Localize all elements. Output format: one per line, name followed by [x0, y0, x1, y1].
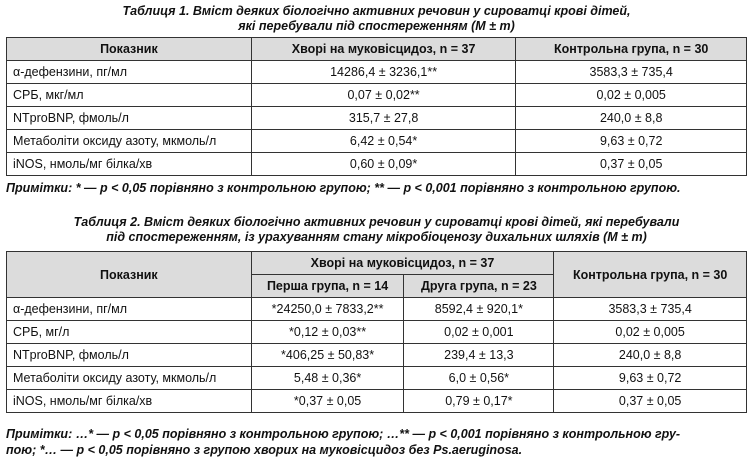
table1-cell: 6,42 ± 0,54*	[251, 130, 516, 153]
table-row	[7, 298, 747, 321]
table-row	[7, 344, 747, 367]
table2-caption	[0, 215, 753, 245]
table1-header-patients: Хворі на муковісцидоз, n = 37	[251, 38, 516, 61]
table1-caption-line1: Таблиця 1. Вміст деяких біологічно активних речовин у сироватці крові дітей,	[122, 4, 631, 18]
table1-cell: NTproBNP, фмоль/л	[7, 107, 252, 130]
table2-cell: 0,37 ± 0,05	[554, 390, 747, 413]
table-row	[7, 153, 747, 176]
table2-cell: iNOS, нмоль/мг білка/хв	[7, 390, 252, 413]
table1-cell: 240,0 ± 8,8	[516, 107, 747, 130]
table2-cell: *24250,0 ± 7833,2**	[251, 298, 404, 321]
table-row	[7, 321, 747, 344]
table2-header-row	[7, 252, 747, 275]
table-row	[7, 107, 747, 130]
table2-cell: 5,48 ± 0,36*	[251, 367, 404, 390]
table1-cell: СРБ, мкг/мл	[7, 84, 252, 107]
table2-cell: 8592,4 ± 920,1*	[404, 298, 554, 321]
table-row	[7, 367, 747, 390]
table2-cell: *0,37 ± 0,05	[251, 390, 404, 413]
table2-header-control: Контрольна група, n = 30	[554, 252, 747, 298]
table2-cell: Метаболіти оксиду азоту, мкмоль/л	[7, 367, 252, 390]
table2-cell: 0,79 ± 0,17*	[404, 390, 554, 413]
table1	[6, 37, 747, 176]
table-row	[7, 84, 747, 107]
table2-cell: *0,12 ± 0,03**	[251, 321, 404, 344]
table2-cell: 0,02 ± 0,001	[404, 321, 554, 344]
table-row	[7, 390, 747, 413]
table2-cell: 240,0 ± 8,8	[554, 344, 747, 367]
table-row	[7, 61, 747, 84]
table1-note: Примітки: * — p < 0,05 порівняно з контрольною групою; ** — p < 0,001 порівняно з контрольною групою.	[6, 181, 681, 195]
table1-cell: 3583,3 ± 735,4	[516, 61, 747, 84]
table1-cell: 14286,4 ± 3236,1**	[251, 61, 516, 84]
table2-note	[6, 426, 751, 458]
table1-cell: 315,7 ± 27,8	[251, 107, 516, 130]
table1-caption-line2: які перебували під спостереженням (M ± m)	[238, 19, 515, 33]
table1-cell: α-дефензини, пг/мл	[7, 61, 252, 84]
table1-cell: iNOS, нмоль/мг білка/хв	[7, 153, 252, 176]
table1-cell: 0,37 ± 0,05	[516, 153, 747, 176]
table2-note-line1: Примітки: …* — p < 0,05 порівняно з контрольною групою; …** — p < 0,001 порівняно з контрольною гру-	[6, 427, 681, 441]
table1-cell: 9,63 ± 0,72	[516, 130, 747, 153]
table2-cell: СРБ, мг/л	[7, 321, 252, 344]
table2-cell: α-дефензини, пг/мл	[7, 298, 252, 321]
table1-caption	[0, 4, 753, 34]
table1-cell: 0,02 ± 0,005	[516, 84, 747, 107]
table2-header-second-group: Друга група, n = 23	[404, 275, 554, 298]
table2-cell: *406,25 ± 50,83*	[251, 344, 404, 367]
table1-cell: 0,07 ± 0,02**	[251, 84, 516, 107]
table2-header-indicator: Показник	[7, 252, 252, 298]
table2-caption-line1: Таблиця 2. Вміст деяких біологічно активних речовин у сироватці крові дітей, які перебували	[73, 215, 680, 229]
table2-header-patients: Хворі на муковісцидоз, n = 37	[251, 252, 554, 275]
table2-note-line2: пою; *… — p < 0,05 порівняно з групою хворих на муковісцидоз без Ps.aeruginosa.	[6, 443, 523, 457]
table-row	[7, 130, 747, 153]
table1-cell: 0,60 ± 0,09*	[251, 153, 516, 176]
table1-header-control: Контрольна група, n = 30	[516, 38, 747, 61]
table2-header-first-group: Перша група, n = 14	[251, 275, 404, 298]
table2	[6, 251, 747, 413]
table1-header-row	[7, 38, 747, 61]
table2-cell: 3583,3 ± 735,4	[554, 298, 747, 321]
table2-cell: 0,02 ± 0,005	[554, 321, 747, 344]
table2-cell: 9,63 ± 0,72	[554, 367, 747, 390]
table2-cell: 239,4 ± 13,3	[404, 344, 554, 367]
table2-caption-line2: під спостереженням, із урахуванням стану мікробіоценозу дихальних шляхів (M ± m)	[106, 230, 647, 244]
table2-cell: 6,0 ± 0,56*	[404, 367, 554, 390]
table1-header-indicator: Показник	[7, 38, 252, 61]
table2-cell: NTproBNP, фмоль/л	[7, 344, 252, 367]
table1-cell: Метаболіти оксиду азоту, мкмоль/л	[7, 130, 252, 153]
